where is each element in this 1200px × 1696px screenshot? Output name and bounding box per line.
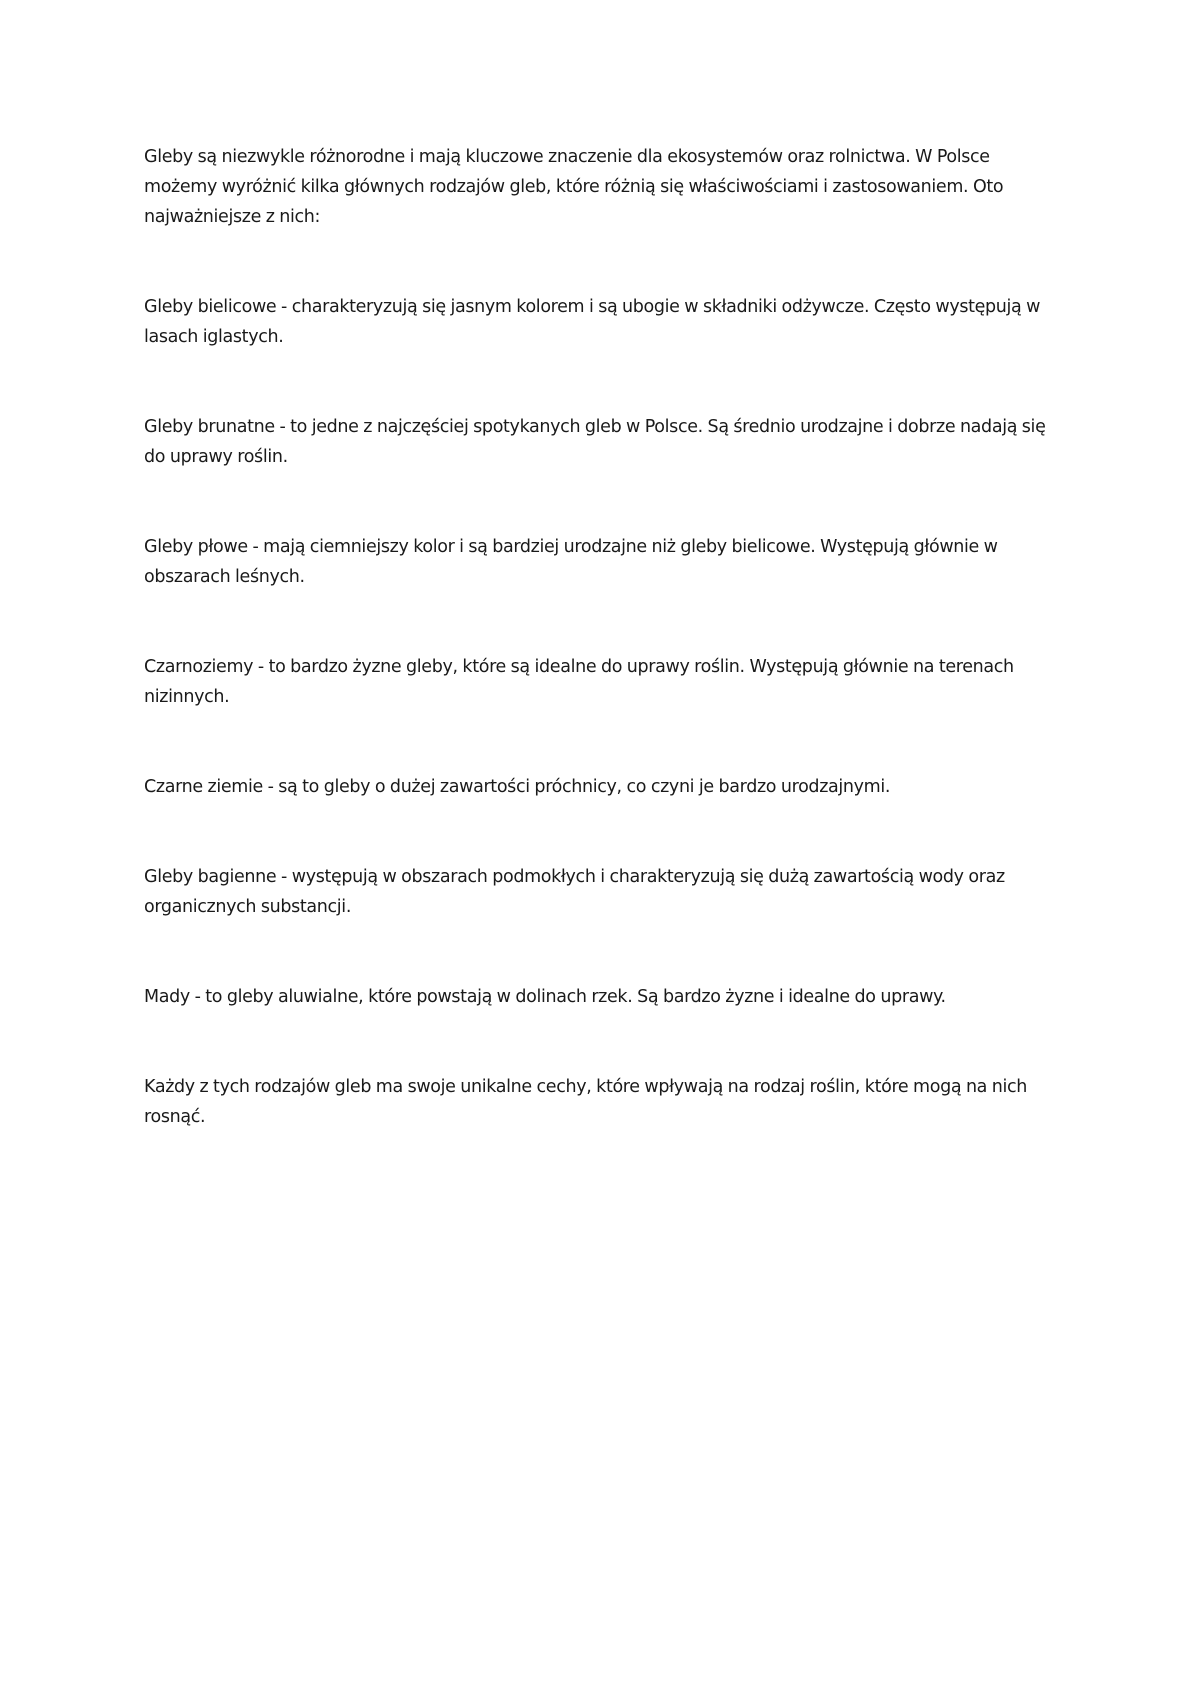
paragraph-czarne-ziemie: Czarne ziemie - są to gleby o dużej zawartości próchnicy, co czyni je bardzo urodzajnymi. <box>144 777 891 797</box>
intro-paragraph: Gleby są niezwykle różnorodne i mają kluczowe znaczenie dla ekosystemów oraz rolnictwa. W Polsce możemy wyróżnić kilka głównych rodzajów gleb, które różnią się właściwościami i zastosowaniem. Oto najważniejsze z nich: <box>144 147 1004 227</box>
paragraph-czarnoziemy: Czarnoziemy - to bardzo żyzne gleby, które są idealne do uprawy roślin. Występują głównie na terenach nizinnych. <box>144 657 1014 707</box>
paragraph-gleby-bielicowe: Gleby bielicowe - charakteryzują się jasnym kolorem i są ubogie w składniki odżywcze. Często występują w lasach iglastych. <box>144 297 1041 347</box>
paragraph-gleby-plowe: Gleby płowe - mają ciemniejszy kolor i są bardziej urodzajne niż gleby bielicowe. Występują głównie w obszarach leśnych. <box>144 537 998 587</box>
document-body <box>144 142 1064 1132</box>
closing-paragraph: Każdy z tych rodzajów gleb ma swoje unikalne cechy, które wpływają na rodzaj roślin, które mogą na nich rosnąć. <box>144 1077 1028 1127</box>
paragraph-gleby-brunatne: Gleby brunatne - to jedne z najczęściej spotykanych gleb w Polsce. Są średnio urodzajne i dobrze nadają się do uprawy roślin. <box>144 417 1046 467</box>
paragraph-mady: Mady - to gleby aluwialne, które powstają w dolinach rzek. Są bardzo żyzne i idealne do uprawy. <box>144 987 946 1007</box>
paragraph-gleby-bagienne: Gleby bagienne - występują w obszarach podmokłych i charakteryzują się dużą zawartością wody oraz organicznych substancji. <box>144 867 1005 917</box>
